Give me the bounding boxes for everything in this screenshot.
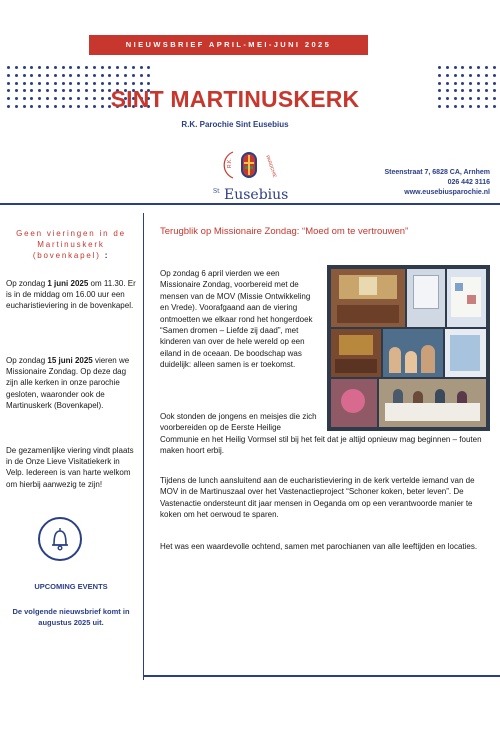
decorative-dot	[446, 89, 449, 92]
header-divider	[0, 203, 500, 205]
decorative-dot	[30, 105, 33, 108]
page-title: SINT MARTINUSKERK	[110, 86, 360, 112]
decorative-dot	[69, 66, 72, 69]
decorative-dot	[15, 66, 18, 69]
decorative-dot	[54, 89, 57, 92]
decorative-dot	[124, 74, 127, 77]
decorative-dot	[454, 82, 457, 85]
article-heading: Terugblik op Missionaire Zondag: “Moed om te vertrouwen”	[160, 226, 409, 237]
decorative-dot	[485, 66, 488, 69]
decorative-dot	[446, 66, 449, 69]
decorative-dot	[30, 82, 33, 85]
decorative-dot	[85, 97, 88, 100]
decorative-dot	[23, 74, 26, 77]
decorative-dot	[124, 82, 127, 85]
decorative-dot	[446, 97, 449, 100]
decorative-dot	[77, 105, 80, 108]
decorative-dot	[38, 74, 41, 77]
decorative-dot	[493, 66, 496, 69]
decorative-dot	[30, 97, 33, 100]
decorative-dot	[62, 74, 65, 77]
decorative-dot	[62, 82, 65, 85]
text: om 11.30. Er is in de middag om 16.00 uur een eucharistieviering in de bovenkapel.	[6, 279, 136, 311]
decorative-dot	[46, 74, 49, 77]
svg-text:PAROCHIE: PAROCHIE	[265, 154, 278, 179]
decorative-dot	[7, 74, 10, 77]
decorative-dot	[477, 82, 480, 85]
article-paragraph-2a: Ook stonden de jongens en meisjes die zich voorbereiden op de Eerste Heilige	[160, 412, 317, 433]
decorative-dot	[469, 89, 472, 92]
decorative-dot	[108, 74, 111, 77]
decorative-dot	[23, 97, 26, 100]
decorative-dot	[85, 74, 88, 77]
decorative-dot	[38, 82, 41, 85]
decorative-dot	[140, 82, 143, 85]
decorative-dot	[477, 105, 480, 108]
article-paragraph-2b: Communie en het Heilig Vormsel stil bij het feit dat je altijd opnieuw mag beginnen – fouten maken hoort erbij.	[160, 435, 482, 456]
decorative-dot	[54, 74, 57, 77]
upcoming-events-heading: UPCOMING EVENTS	[34, 582, 108, 591]
decorative-dot	[454, 105, 457, 108]
decorative-dot	[77, 74, 80, 77]
photo-church-interior	[331, 269, 405, 327]
decorative-dot	[438, 89, 441, 92]
photo-window	[407, 269, 445, 327]
decorative-dot	[469, 105, 472, 108]
decorative-dot	[62, 66, 65, 69]
decorative-dot	[101, 82, 104, 85]
sidebar-heading-colon: :	[104, 251, 110, 260]
sidebar-heading	[6, 228, 136, 261]
decorative-dot	[477, 66, 480, 69]
decorative-dot	[454, 74, 457, 77]
decorative-dot	[15, 74, 18, 77]
logo-wordmark: Eusebius	[224, 187, 289, 203]
decorative-dot	[108, 82, 111, 85]
decorative-dot	[477, 97, 480, 100]
decorative-dot	[438, 97, 441, 100]
photo-altar	[331, 329, 381, 377]
decorative-dot	[69, 97, 72, 100]
decorative-dot	[124, 66, 127, 69]
decorative-dot	[69, 105, 72, 108]
sidebar-heading-text: Geen vieringen in de Martinuskerk (bovenkapel)	[16, 229, 126, 260]
decorative-dot	[485, 97, 488, 100]
svg-text:R.K.: R.K.	[227, 158, 233, 168]
decorative-dot	[493, 105, 496, 108]
decorative-dot	[147, 82, 150, 85]
decorative-dot	[7, 66, 10, 69]
decorative-dot	[7, 89, 10, 92]
decorative-dot	[85, 66, 88, 69]
footer-divider	[143, 675, 500, 677]
decorative-dot	[140, 66, 143, 69]
newsletter-banner: NIEUWSBRIEF APRIL-MEI-JUNI 2025	[89, 35, 368, 55]
decorative-dot	[62, 89, 65, 92]
decorative-dot	[77, 66, 80, 69]
text: Op zondag	[6, 279, 48, 288]
decorative-dot	[469, 82, 472, 85]
decorative-dot	[69, 82, 72, 85]
decorative-dot	[7, 105, 10, 108]
decorative-dot	[85, 82, 88, 85]
decorative-dot	[93, 66, 96, 69]
decorative-dot	[15, 105, 18, 108]
contact-block	[384, 168, 490, 198]
decorative-dot	[446, 105, 449, 108]
parish-name: R.K. Parochie Sint Eusebius	[181, 120, 289, 129]
decorative-dot	[132, 74, 135, 77]
column-divider	[143, 213, 144, 680]
decorative-dot	[38, 89, 41, 92]
decorative-dot	[23, 105, 26, 108]
decorative-dot	[132, 66, 135, 69]
photo-poster	[445, 329, 486, 377]
decorative-dot	[54, 82, 57, 85]
sidebar-paragraph-1	[6, 278, 137, 312]
decorative-dot	[477, 89, 480, 92]
photo-collage	[327, 265, 490, 431]
decorative-dot	[116, 66, 119, 69]
address-street: Steenstraat 7, 6828 CA, Arnhem	[384, 169, 490, 176]
decorative-dot	[108, 66, 111, 69]
decorative-dot	[38, 66, 41, 69]
sidebar-paragraph-3: De gezamenlijke viering vindt plaats in de Onze Lieve Visitatiekerk in Velp. Iedereen is van harte welkom om hierbij aanwezig te zijn!	[6, 446, 134, 489]
decorative-dot	[46, 97, 49, 100]
decorative-dot	[38, 105, 41, 108]
bell-icon	[38, 517, 82, 561]
decorative-dot	[461, 89, 464, 92]
logo-st: St	[213, 188, 220, 195]
decorative-dot	[461, 97, 464, 100]
decorative-dot	[69, 89, 72, 92]
decorative-dot	[485, 89, 488, 92]
article-paragraph-1: Op zondag 6 april vierden we een Missionaire Zondag, voorbereid met de mensen van de MOV (Missie Ontwikkeling en Vrede). Voorafgaand aan de viering ontmoetten we elkaar rond het hongerdoek “Samen dromen – Liefde zij daad”, met kinderen van over de hele wereld op een eiland in de oceaan. De boodschap was duidelijk: alleen samen is er toekomst.	[160, 269, 313, 370]
decorative-dot	[147, 74, 150, 77]
text: Op zondag	[6, 356, 48, 365]
article-paragraph-4: Het was een waardevolle ochtend, samen met parochianen van alle leeftijden en locaties.	[160, 542, 478, 551]
decorative-dot	[23, 66, 26, 69]
decorative-dot	[69, 74, 72, 77]
decorative-dot	[461, 74, 464, 77]
photo-flowers	[331, 379, 377, 427]
decorative-dot	[46, 82, 49, 85]
decorative-dot	[438, 82, 441, 85]
decorative-dot	[454, 66, 457, 69]
decorative-dot	[438, 74, 441, 77]
address-phone: 026 442 3116	[447, 179, 490, 186]
decorative-dot	[30, 66, 33, 69]
decorative-dot	[477, 74, 480, 77]
decorative-dot	[116, 82, 119, 85]
decorative-dot	[101, 66, 104, 69]
decorative-dot	[77, 82, 80, 85]
decorative-dot	[446, 82, 449, 85]
decorative-dot	[77, 89, 80, 92]
decorative-dot	[454, 89, 457, 92]
decorative-dot	[46, 105, 49, 108]
decorative-dot	[140, 74, 143, 77]
decorative-dot	[93, 74, 96, 77]
decorative-dot	[485, 105, 488, 108]
decorative-dot	[461, 66, 464, 69]
decorative-dot	[493, 97, 496, 100]
decorative-dot	[438, 105, 441, 108]
decorative-dot	[469, 66, 472, 69]
decorative-dot	[38, 97, 41, 100]
decorative-dot	[493, 74, 496, 77]
decorative-dot	[7, 97, 10, 100]
decorative-dot	[46, 89, 49, 92]
next-newsletter-note: De volgende nieuwsbrief komt in augustus 2025 uit.	[12, 607, 130, 627]
decorative-dot	[46, 66, 49, 69]
sidebar-paragraph-2	[6, 355, 137, 411]
decorative-dot	[493, 89, 496, 92]
decorative-dot	[461, 105, 464, 108]
decorative-dot	[469, 97, 472, 100]
decorative-dot	[116, 74, 119, 77]
decorative-dot	[77, 97, 80, 100]
decorative-dot	[7, 82, 10, 85]
photo-board	[447, 269, 486, 327]
photo-kids	[383, 329, 443, 377]
decorative-dot	[147, 66, 150, 69]
photo-lunch	[379, 379, 486, 427]
decorative-dot	[85, 89, 88, 92]
address-website[interactable]: www.eusebiusparochie.nl	[404, 189, 490, 196]
decorative-dot	[101, 74, 104, 77]
decorative-dot	[62, 97, 65, 100]
decorative-dot	[132, 82, 135, 85]
decorative-dot	[485, 74, 488, 77]
decorative-dot	[23, 82, 26, 85]
decorative-dot	[15, 89, 18, 92]
decorative-dot	[62, 105, 65, 108]
decorative-dot	[469, 74, 472, 77]
date-highlight: 15 juni 2025	[47, 356, 93, 365]
decorative-dot	[54, 97, 57, 100]
decorative-dot	[454, 97, 457, 100]
decorative-dot	[93, 82, 96, 85]
decorative-dot	[493, 82, 496, 85]
decorative-dot	[30, 74, 33, 77]
date-highlight: 1 juni 2025	[47, 279, 89, 288]
decorative-dot	[15, 82, 18, 85]
decorative-dot	[461, 82, 464, 85]
decorative-dot	[54, 66, 57, 69]
decorative-dot	[30, 89, 33, 92]
decorative-dot	[15, 97, 18, 100]
decorative-dot	[54, 105, 57, 108]
text: vieren we Missionaire Zondag. Op deze dag zijn alle kerken in onze parochie gesloten, waaronder ook de Martinuskerk (Bovenkapel).	[6, 356, 130, 410]
decorative-dot	[85, 105, 88, 108]
decorative-dot	[23, 89, 26, 92]
decorative-dot	[446, 74, 449, 77]
decorative-dot	[485, 82, 488, 85]
decorative-dot	[438, 66, 441, 69]
article-paragraph-3: Tijdens de lunch aansluitend aan de eucharistieviering in de kerk vertelde iemand van de MOV in de Martinuszaal over het Vastenactieproject “Schoner koken, beter leven”. De Vastenactie ondersteunt dit jaar mensen in Oeganda om op een verantwoorde manier te koken om het oerwoud te sparen.	[160, 476, 475, 520]
